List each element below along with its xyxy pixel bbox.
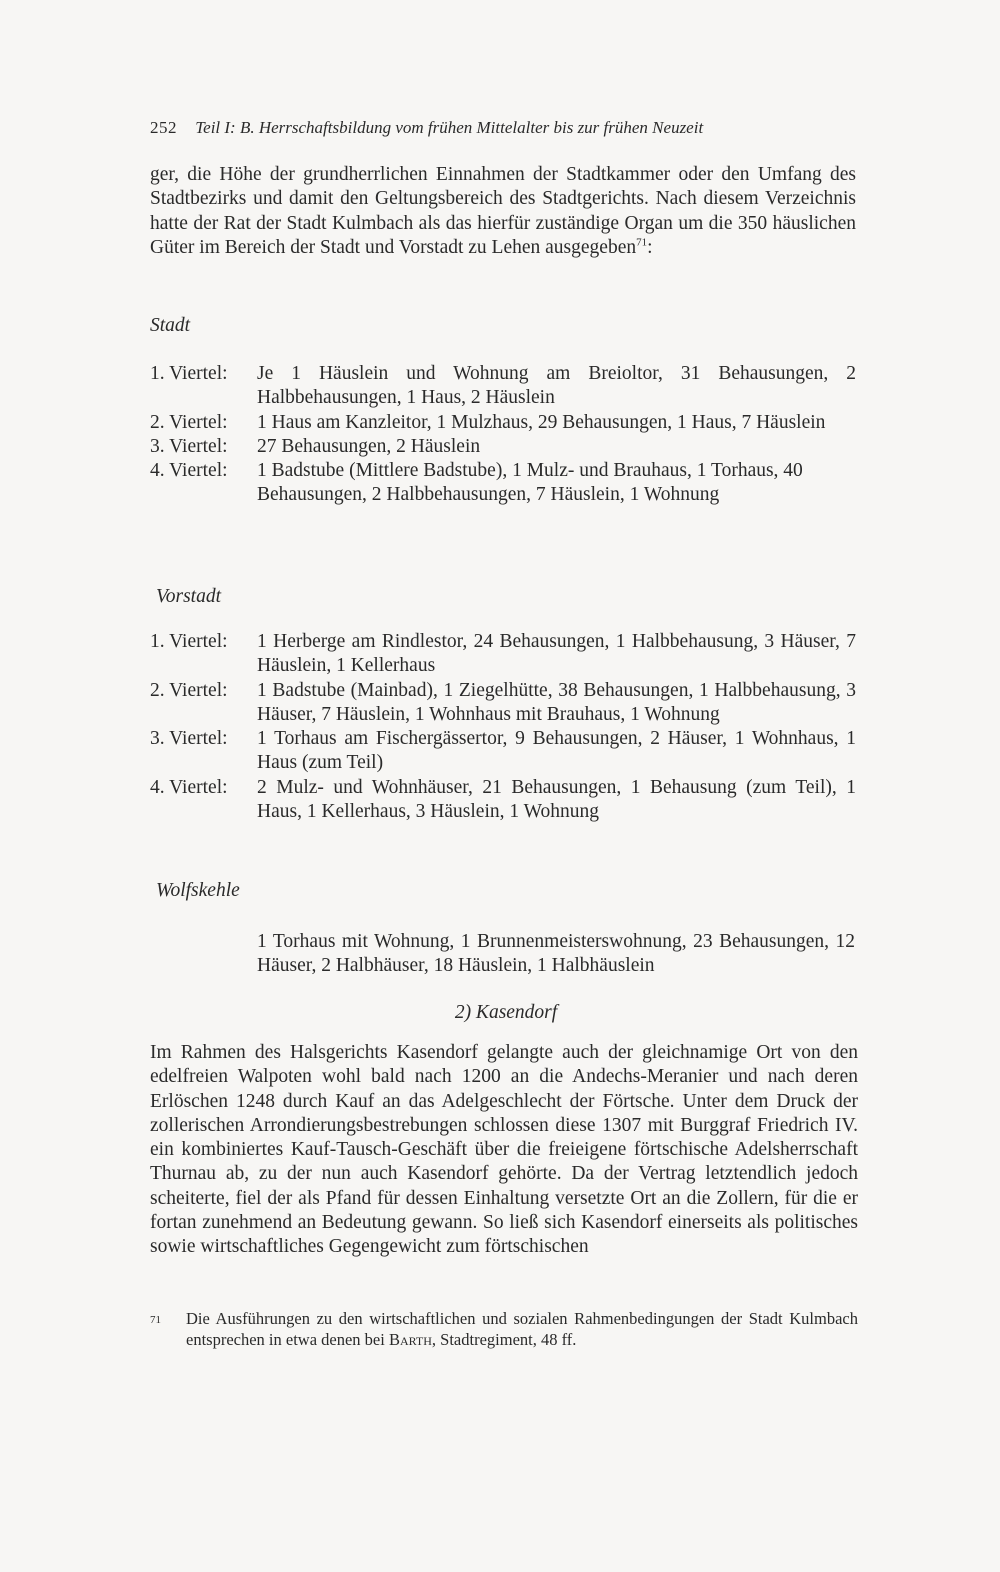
list-item bbox=[150, 776, 856, 825]
footnote-text-before: Die Ausführungen zu den wirtschaftlichen und sozialen Rahmenbedingungen der Stadt Kulmbach entsprechen in etwa denen bei bbox=[186, 1309, 858, 1349]
footnote-mark: 71 bbox=[150, 1314, 161, 1326]
item-label: 2. Viertel: bbox=[150, 679, 228, 701]
list-item bbox=[150, 630, 856, 679]
list-item bbox=[150, 362, 856, 411]
item-label: 4. Viertel: bbox=[150, 460, 228, 482]
page-header bbox=[150, 118, 703, 138]
list-item bbox=[150, 727, 856, 776]
item-text: 2 Mulz- und Wohnhäuser, 21 Behausungen, 1 Behausung (zum Teil), 1 Haus, 1 Kellerhaus, 3 Häuslein, 1 Wohnung bbox=[257, 776, 856, 823]
footnote bbox=[150, 1308, 858, 1350]
item-label: 3. Viertel: bbox=[150, 435, 228, 457]
item-text: 1 Badstube (Mittlere Badstube), 1 Mulz- und Brauhaus, 1 Torhaus, 40 bbox=[257, 460, 803, 482]
item-label: 4. Viertel: bbox=[150, 776, 228, 798]
item-text-group bbox=[257, 459, 856, 508]
page-number: 252 bbox=[150, 118, 177, 137]
list-item bbox=[150, 459, 856, 508]
running-title: Teil I: B. Herrschaftsbildung vom frühen Mittelalter bis zur frühen Neuzeit bbox=[195, 118, 704, 137]
item-label: 1. Viertel: bbox=[150, 631, 228, 652]
intro-text: ger, die Höhe der grundherrlichen Einnahmen der Stadtkammer oder den Umfang des Stadtbezirks und damit den Geltungsbereich des Stadtgerichts. Nach diesem Verzeichnis hatte der Rat der Stadt Kulmbach als das hierfür zuständige Organ um die 350 häuslichen Güter im Bereich der Stadt und Vorstadt zu Lehen ausgegeben bbox=[150, 164, 856, 258]
heading-vorstadt: Vorstadt bbox=[156, 586, 222, 607]
wolfskehle-text: 1 Torhaus mit Wohnung, 1 Brunnenmeisterswohnung, 23 Behausungen, 12 Häuser, 2 Halbhäuser, 18 Häuslein, 1 Halbhäuslein bbox=[257, 931, 855, 977]
footnote-reference[interactable]: 71 bbox=[636, 236, 648, 249]
list-stadt bbox=[150, 362, 856, 508]
heading-stadt: Stadt bbox=[150, 315, 191, 336]
item-label: 2. Viertel: bbox=[150, 411, 228, 433]
item-label: 1. Viertel: bbox=[150, 363, 228, 384]
heading-wolfskehle: Wolfskehle bbox=[156, 880, 240, 901]
intro-paragraph bbox=[150, 163, 856, 260]
list-item bbox=[150, 679, 856, 728]
footnote-author: Barth bbox=[388, 1330, 432, 1349]
footnote-text-after: , Stadtregiment, 48 ff. bbox=[431, 1330, 577, 1349]
section-title bbox=[150, 1002, 862, 1024]
item-text: 27 Behausungen, 2 Häuslein bbox=[257, 435, 481, 457]
section-paragraph: Im Rahmen des Halsgerichts Kasendorf gelangte auch der gleichnamige Ort von den edelfreien Walpoten wohl bald nach 1200 an die Andechs-Meranier und nach deren Erlöschen 1248 durch Kauf an das Adelgeschlecht der Förtsche. Unter dem Druck der zollerischen Arrondierungsbestrebungen schlossen diese 1307 mit Burggraf Friedrich IV. ein kombiniertes Kauf-Tausch-Geschäft über die freieigene förtschische Adelsherrschaft Thurnau ab, zu der nun auch Kasendorf gehörte. Da der Vertrag letztendlich jedoch scheiterte, fiel der als Pfand für dessen Einhaltung versetzte Ort an die Zollern, für die er fortan zunehmend an Bedeutung gewann. So ließ sich Kasendorf einerseits als politisches sowie wirtschaftliches Gegengewicht zum förtschischen bbox=[150, 1042, 858, 1258]
item-text: 1 Herberge am Rindlestor, 24 Behausungen, 1 Halbbehausung, 3 Häuser, 7 Häuslein, 1 Kellerhaus bbox=[257, 631, 856, 677]
list-vorstadt bbox=[150, 630, 856, 824]
footnote-text bbox=[186, 1308, 858, 1350]
intro-tail: : bbox=[647, 236, 653, 258]
item-text: 1 Haus am Kanzleitor, 1 Mulzhaus, 29 Behausungen, 1 Haus, 7 Häuslein bbox=[257, 411, 826, 433]
item-label: 3. Viertel: bbox=[150, 728, 228, 750]
list-item bbox=[150, 411, 856, 435]
list-item bbox=[150, 435, 856, 459]
item-text: 1 Badstube (Mainbad), 1 Ziegelhütte, 38 Behausungen, 1 Halbbehausung, 3 Häuser, 7 Häuslein, 1 Wohnhaus mit Brauhaus, 1 Wohnung bbox=[257, 679, 856, 725]
item-text-continued: Behausungen, 2 Halbbehausungen, 7 Häuslein, 1 Wohnung bbox=[257, 484, 720, 506]
section-title-text: 2) Kasendorf bbox=[454, 1002, 558, 1023]
item-text: Je 1 Häuslein und Wohnung am Breioltor, 31 Behausungen, 2 Halbbehausungen, 1 Haus, 2 Häuslein bbox=[257, 363, 856, 409]
item-text: 1 Torhaus am Fischergässertor, 9 Behausungen, 2 Häuser, 1 Wohnhaus, 1 Haus (zum Teil) bbox=[257, 728, 856, 774]
